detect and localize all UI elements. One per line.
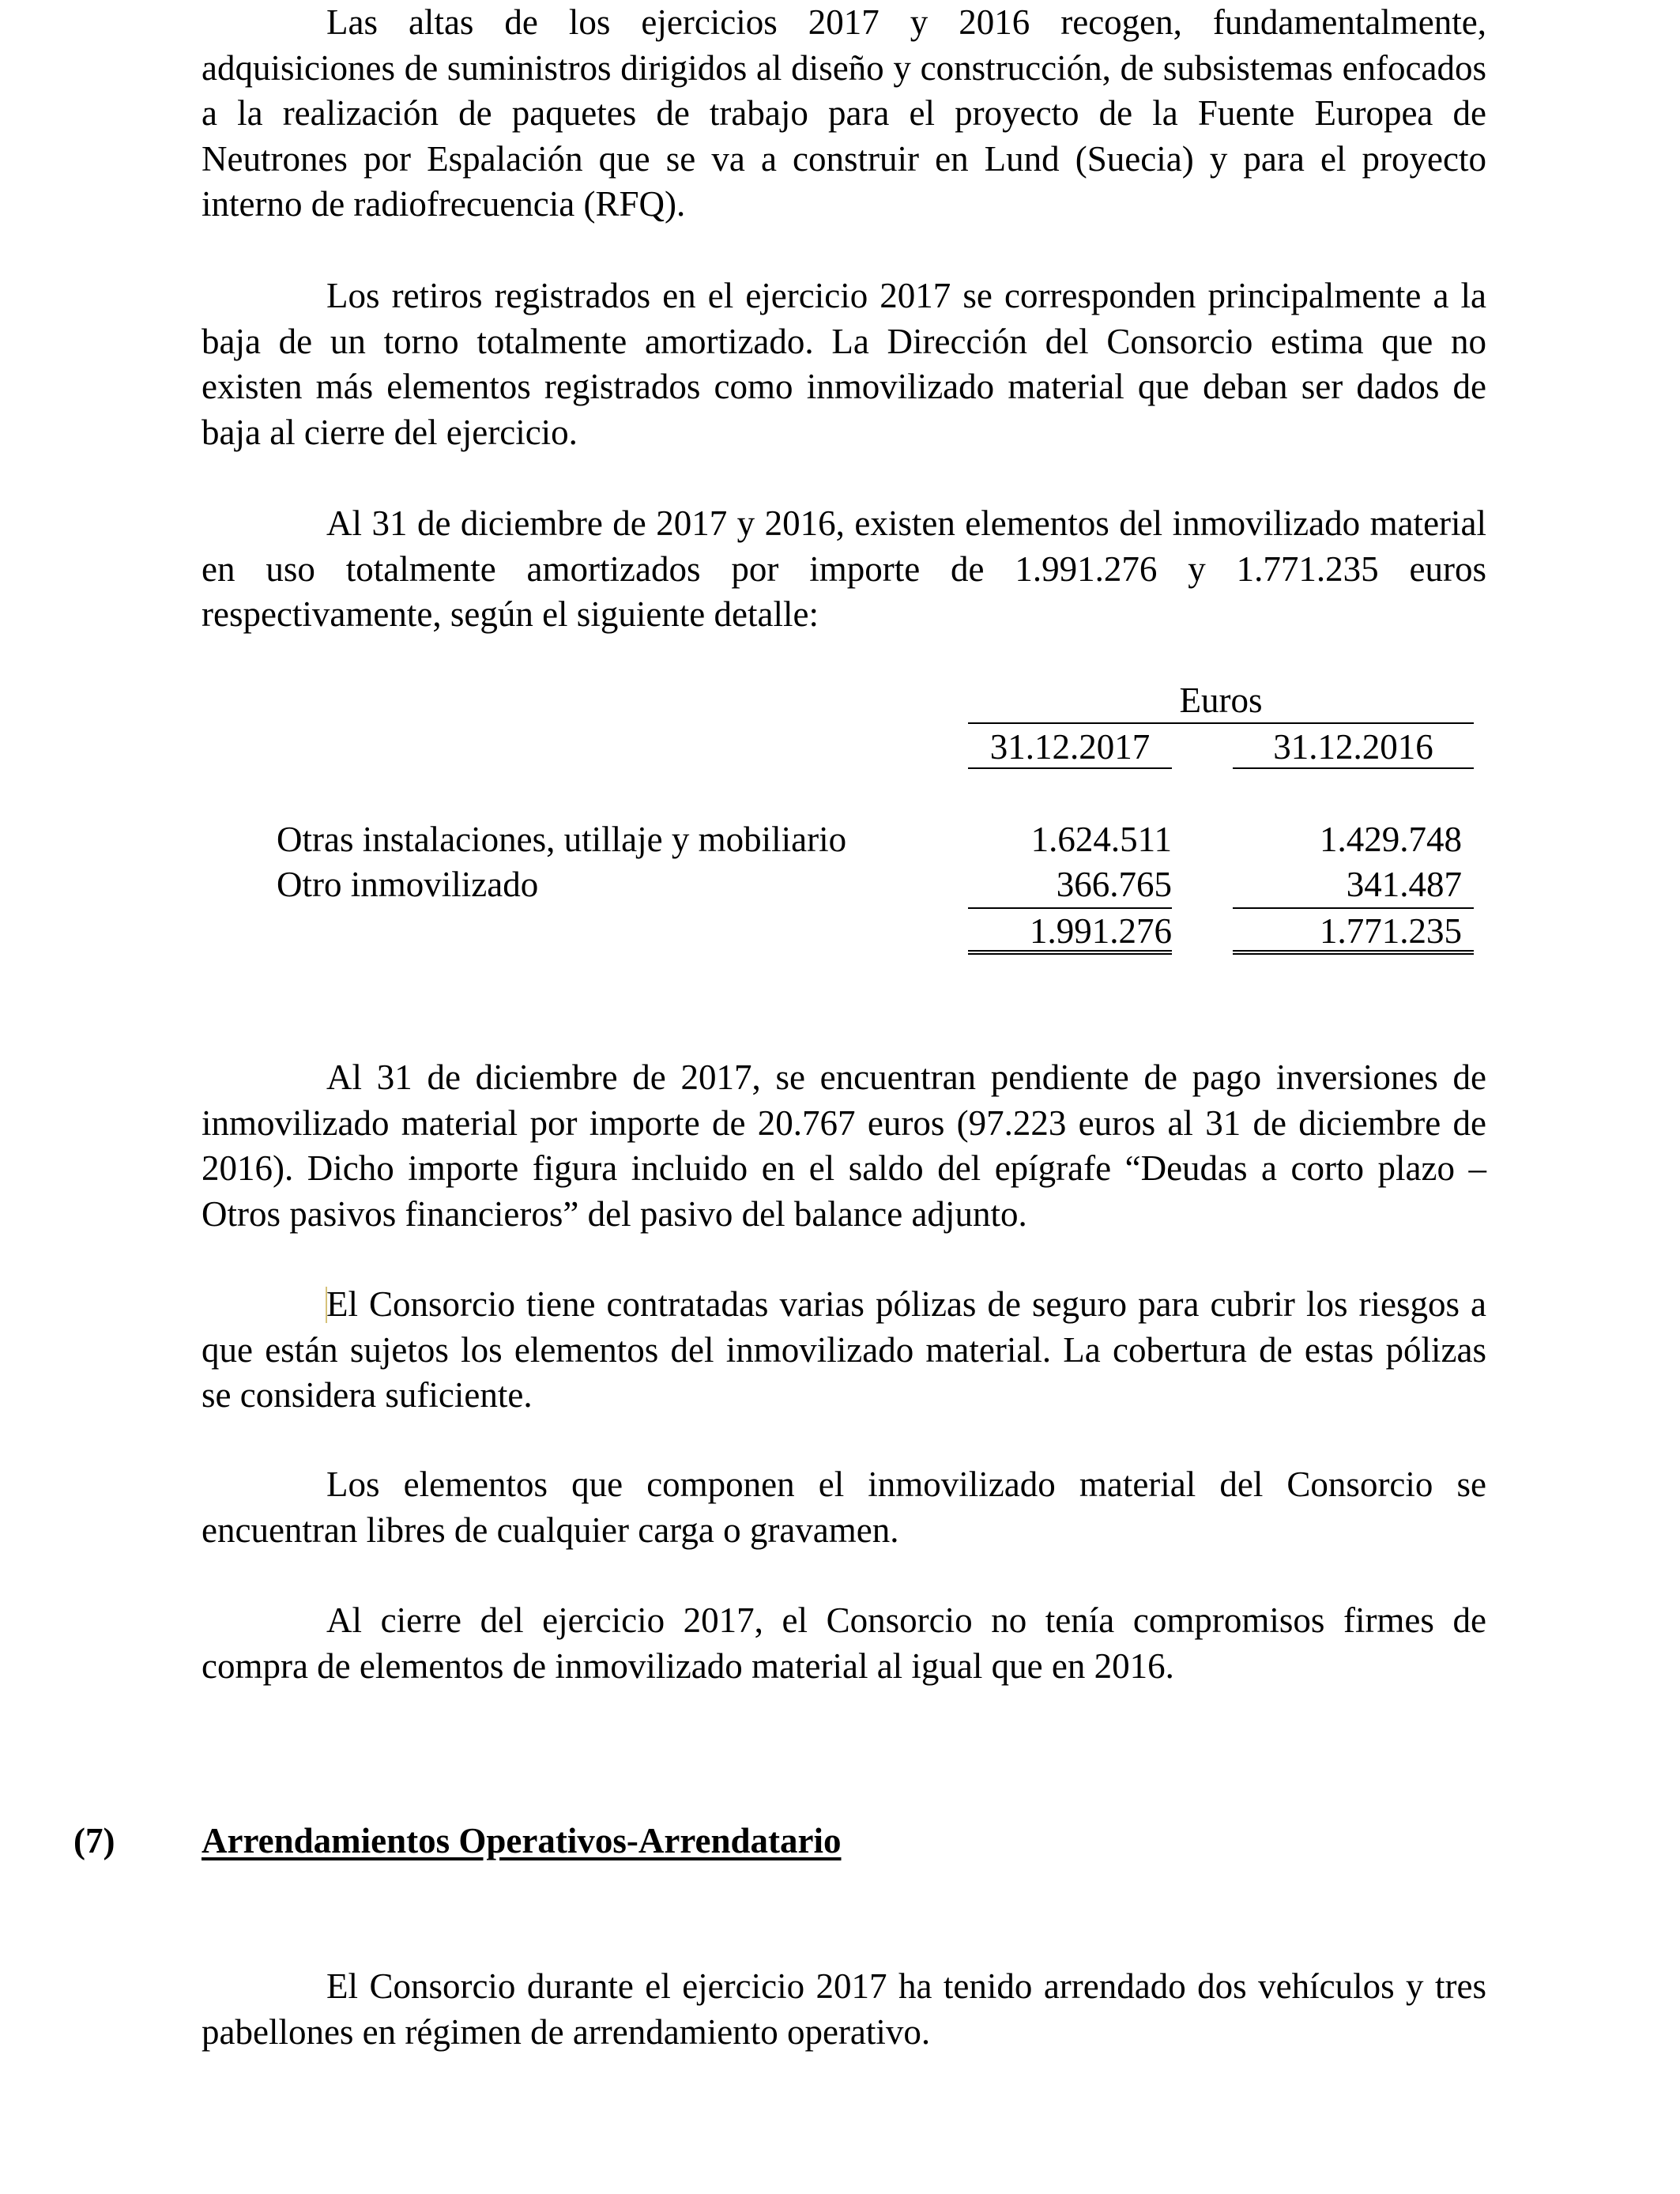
col-header-rule-2017	[968, 767, 1172, 769]
col-header-2017: 31.12.2017	[989, 727, 1151, 767]
cell-2016-otras-instalaciones: 1.429.748	[1320, 820, 1462, 859]
total-double-rule-2017	[968, 950, 1172, 955]
col-header-rule-2016	[1233, 767, 1474, 769]
header-rule	[968, 722, 1474, 724]
total-double-rule-2016	[1233, 950, 1474, 955]
paragraph-libres-carga: Los elementos que componen el inmovilizado material del Consorcio se encuentran libres de cualquier carga o gravamen.	[202, 1465, 1486, 1550]
paragraph-altas: Las altas de los ejercicios 2017 y 2016 recogen, fundamentalmente, adquisiciones de suministros dirigidos al diseño y construcción, de subsistemas enfocados a la realización de paquetes de trabajo para el proyecto de la Fuente Europea de Neutrones por Espalación que se va a construir en Lund (Suecia) y para el proyecto interno de radiofrecuencia (RFQ).	[202, 2, 1486, 224]
paragraph-retiros: Los retiros registrados en el ejercicio 2017 se corresponden principalmente a la baja de un torno totalmente amortizado. La Dirección del Consorcio estima que no existen más elementos registrados como inmovilizado material que deban ser dados de baja al cierre del ejercicio.	[202, 276, 1486, 452]
cell-2016-otro-inmovilizado: 341.487	[1346, 865, 1462, 904]
cell-2017-otras-instalaciones: 1.624.511	[1030, 820, 1172, 859]
cell-2017-otro-inmovilizado: 366.765	[1056, 865, 1172, 904]
paragraph-compromisos: Al cierre del ejercicio 2017, el Consorcio no tenía compromisos firmes de compra de elementos de inmovilizado material al igual que en 2016.	[202, 1600, 1486, 1686]
col-header-2016: 31.12.2016	[1273, 727, 1433, 767]
paragraph-arrendamiento: El Consorcio durante el ejercicio 2017 ha tenido arrendado dos vehículos y tres pabellones en régimen de arrendamiento operativo.	[202, 1966, 1486, 2052]
currency-header: Euros	[1179, 680, 1263, 720]
total-2017: 1.991.276	[1030, 911, 1172, 951]
section-number: (7)	[73, 1821, 115, 1860]
row-label-otras-instalaciones: Otras instalaciones, utillaje y mobiliario	[277, 820, 847, 859]
paragraph-polizas: El Consorcio tiene contratadas varias pólizas de seguro para cubrir los riesgos a que están sujetos los elementos del inmovilizado material. La cobertura de estas pólizas se considera suficiente.	[202, 1284, 1486, 1415]
section-title: Arrendamientos Operativos-Arrendatario	[202, 1821, 842, 1860]
paragraph-amortizados: Al 31 de diciembre de 2017 y 2016, existen elementos del inmovilizado material en uso totalmente amortizados por importe de 1.991.276 y 1.771.235 euros respectivamente, según el siguiente detalle:	[202, 503, 1486, 634]
paragraph-pendiente-pago: Al 31 de diciembre de 2017, se encuentran pendiente de pago inversiones de inmovilizado material por importe de 20.767 euros (97.223 euros al 31 de diciembre de 2016). Dicho importe figura incluido en el saldo del epígrafe “Deudas a corto plazo – Otros pasivos financieros” del pasivo del balance adjunto.	[202, 1057, 1486, 1234]
row-label-otro-inmovilizado: Otro inmovilizado	[277, 865, 539, 904]
total-2016: 1.771.235	[1320, 911, 1462, 951]
